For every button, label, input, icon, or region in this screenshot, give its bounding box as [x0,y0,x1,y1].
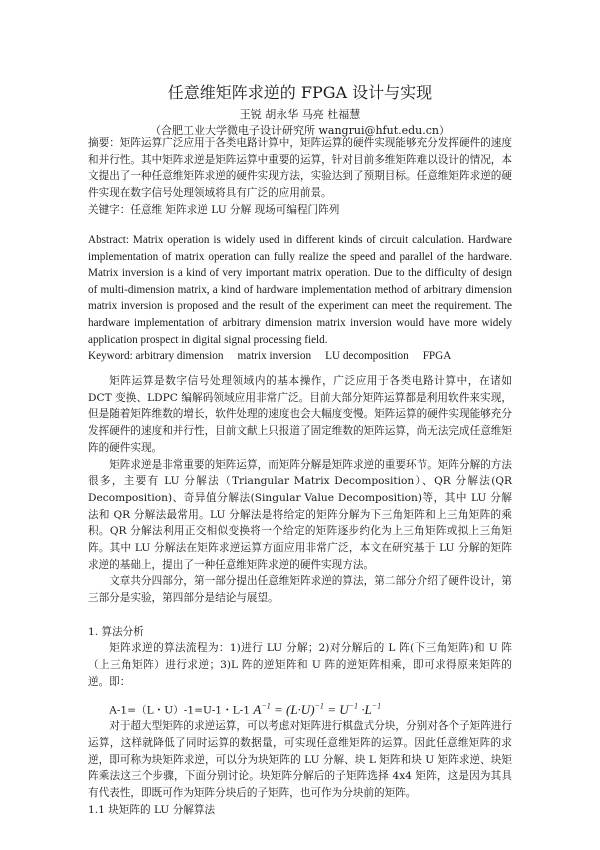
keyword: FPGA [422,350,452,363]
body-text [88,373,512,819]
equation-math [253,702,381,717]
math-part: −1 [371,701,382,711]
paragraph: 矩阵运算是数字信号处理领域内的基本操作，广泛应用于各类电路计算中，在诸如 DCT 变换、LDPC 编解码领域应用非常广泛。目前大部分矩阵运算都是利用软件来实现，但是随着矩阵维数的增长，软件处理的速度也会大幅度变慢。矩阵运算的硬件实现能够充分发挥硬件的速度和并行性，目前文献上只报道了固定维数的矩阵运算，尚无法完成任意维矩阵的硬件实现。 [88,375,512,454]
abstract-cn: 摘要：矩阵运算广泛应用于各类电路计算中，矩阵运算的硬件实现能够充分发挥硬件的速度和并行性。其中矩阵求逆是矩阵运算中重要的运算，针对目前多维矩阵难以设计的情况，本文提出了一种任意维矩阵求逆的硬件实现方法，实验达到了预期目标。任意维矩阵求逆的硬件实现在数字信号处理领域将具有广泛的应用前景。 [88,137,512,200]
math-part: = U [323,701,349,717]
affiliation: （合肥工业大学微电子设计研究所 wangrui@hfut.edu.cn） [150,124,450,137]
math-part: −1 [348,701,359,711]
paragraph: 对于超大型矩阵的求逆运算，可以考虑对矩阵进行棋盘式分块，分别对各个子矩阵进行运算，这样就降低了同时运算的数据量，可实现任意维矩阵的运算。因此任意维矩阵的求逆，即可称为块矩阵求逆，可以分为块矩阵的 LU 分解、块 L 矩阵和块 U 矩阵求逆、块矩阵乘法这三个步骤，下面分别讨论。块矩阵分解后的子矩阵选择 4x4 矩阵，这是因为其具有代表性，即既可作为矩阵分块后的子矩阵，也可作为分块前的矩阵。 [88,720,512,800]
math-part: ·L [358,701,372,717]
keyword: LU decomposition [325,350,409,363]
keywords-en [88,348,512,365]
section-heading: 1. 算法分析 [88,625,144,638]
paragraph: 矩阵求逆的算法流程为：1)进行 LU 分解；2)对分解后的 L 阵(下三角矩阵)和 U 阵（上三角矩阵）进行求逆；3)L 阵的逆矩阵和 U 阵的逆矩阵相乘，即可求得原来矩阵的逆。即： [88,642,512,688]
math-part: −1 [261,701,271,711]
paper-title: 任意维矩阵求逆的 FPGA 设计与实现 [167,83,433,102]
keyword: matrix inversion [237,350,312,363]
paragraph: 矩阵求逆是非常重要的矩阵运算，而矩阵分解是矩阵求逆的重要环节。矩阵分解的方法很多，主要有 LU 分解法（Triangular Matrix Decomposition）、QR 分解法(QR Decomposition)、奇异值分解法(Singular Value Decomposition)等，其中 LU 分解法和 QR 分解法最常用。LU 分解法是将给定的矩阵分解为下三角矩阵和上三角矩阵的乘积。QR 分解法利用正交相似变换将一个给定的矩阵逐步约化为上三角矩阵或拟上三角矩阵。其中 LU 分解法在矩阵求逆运算方面应用非常广泛，本文在研究基于 LU 分解的矩阵求逆的基础上，提出了一种任意维矩阵求逆的硬件实现方法。 [88,458,512,571]
keyword: Keyword: arbitrary dimension [88,350,224,363]
math-part: A [253,701,262,717]
abstract-en: Abstract: Matrix operation is widely used in different kinds of circuit calculation. Hardware implementation of matrix operation can fully realize the speed and parallel of the hardware. Matrix inversion is a kind of very important matrix operation. Due to the difficulty of design of multi-dimension matrix, a kind of hardware implementation method of arbitrary dimension matrix inversion is proposed and the result of the experiment can meet the requirement. The hardware implementation of arbitrary dimension matrix inversion would have more widely application prospect in digital signal processing field. [88,234,512,346]
math-part: −1 [314,701,324,711]
equation-text: A-1=（L・U）-1=U-1・L-1 [109,704,250,717]
equation [88,694,512,718]
paragraph: 文章共分四部分，第一部分提出任意维矩阵求逆的算法，第二部分介绍了硬件设计，第三部分是实验，第四部分是结论与展望。 [88,575,512,605]
keywords-cn: 关键字：任意维 矩阵求逆 LU 分解 现场可编程门阵列 [88,203,340,216]
math-part: = (L·U) [270,701,315,717]
authors: 王锐 胡永华 马亮 杜福慧 [239,108,361,121]
english-abstract-block [88,232,512,365]
subsection-heading: 1.1 块矩阵的 LU 分解算法 [88,803,216,816]
chinese-abstract-block [88,135,512,219]
